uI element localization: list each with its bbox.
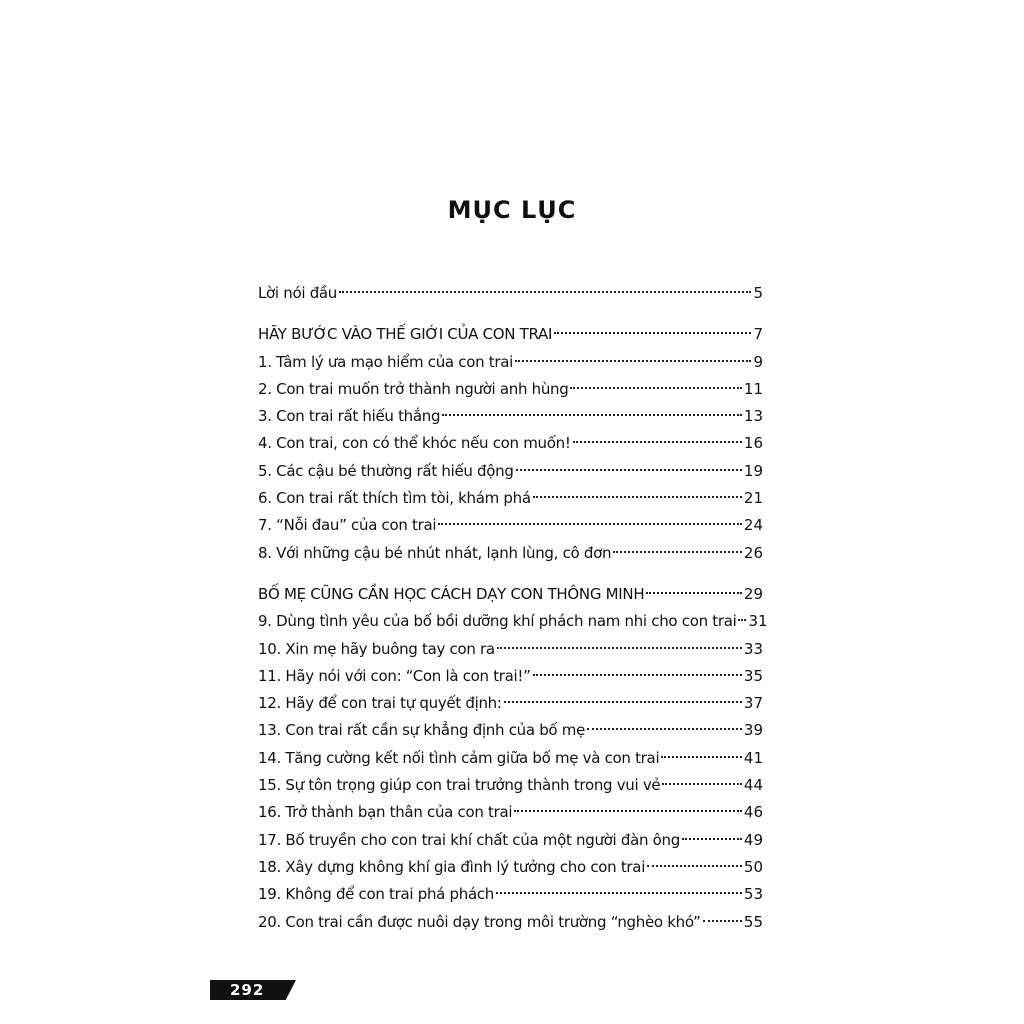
toc-entry (258, 430, 763, 457)
toc-entry-label: 11. Hãy nói với con: “Con là con trai!” (258, 666, 531, 685)
toc-entry-page: 21 (743, 489, 763, 508)
dot-leader (339, 291, 751, 293)
dot-leader (613, 551, 742, 553)
toc-entry (258, 799, 763, 826)
toc-entry (258, 745, 763, 772)
toc-entry (258, 690, 763, 717)
toc-entry-page: 31 (748, 612, 768, 631)
toc-entry-label: 13. Con trai rất cần sự khẳng định của bố mẹ (258, 721, 586, 740)
toc-entry-page: 9 (753, 352, 763, 371)
toc-entry-page: 46 (743, 803, 763, 822)
toc-entry-page: 24 (743, 516, 763, 535)
toc-entry-page: 35 (743, 666, 763, 685)
dot-leader (515, 360, 751, 362)
toc-entry-label: 14. Tăng cường kết nối tình cảm giữa bố mẹ và con trai (258, 748, 660, 767)
dot-leader (442, 414, 742, 416)
toc-section-heading (258, 321, 763, 348)
toc-entry-label: BỐ MẸ CŨNG CẦN HỌC CÁCH DẠY CON THÔNG MINH (258, 584, 645, 603)
dot-leader (438, 523, 742, 525)
toc-entry-page: 33 (743, 639, 763, 658)
toc-entry-label: 1. Tâm lý ưa mạo hiểm của con trai (258, 352, 513, 371)
toc-entry-page: 41 (743, 748, 763, 767)
toc-entry (258, 827, 763, 854)
table-of-contents (258, 280, 768, 936)
toc-entry (258, 485, 763, 512)
dot-leader (661, 756, 742, 758)
toc-entry-page: 11 (743, 379, 763, 398)
toc-entry (258, 909, 763, 936)
dot-leader (497, 647, 742, 649)
toc-entry-label: 2. Con trai muốn trở thành người anh hùng (258, 379, 569, 398)
toc-entry-page: 49 (743, 830, 763, 849)
toc-entry-page: 7 (753, 325, 763, 344)
toc-entry-label: HÃY BƯỚC VÀO THẾ GIỚI CỦA CON TRAI (258, 325, 553, 344)
dot-leader (516, 469, 742, 471)
toc-entry-page: 5 (753, 284, 763, 302)
dot-leader (662, 783, 742, 785)
toc-entry-label: 7. “Nỗi đau” của con trai (258, 516, 437, 535)
toc-entry (258, 881, 763, 908)
toc-section-heading (258, 581, 763, 608)
dot-leader (587, 728, 742, 730)
toc-entry (258, 663, 763, 690)
dot-leader (504, 701, 742, 703)
toc-entry (258, 540, 763, 567)
toc-entry-label: 18. Xây dựng không khí gia đình lý tưởng cho con trai (258, 857, 646, 876)
toc-entry-label: 16. Trở thành bạn thân của con trai (258, 803, 513, 822)
toc-entry-page: 16 (743, 434, 763, 453)
toc-entry (258, 403, 763, 430)
toc-entry-page: 13 (743, 407, 763, 426)
toc-entry-label: 9. Dùng tình yêu của bố bồi dưỡng khí phách nam nhi cho con trai (258, 612, 737, 631)
dot-leader (703, 920, 742, 922)
toc-entry (258, 608, 768, 635)
toc-entry (258, 458, 763, 485)
dot-leader (514, 810, 742, 812)
toc-entry (258, 636, 763, 663)
toc-entry (258, 512, 763, 539)
toc-entry-page: 39 (743, 721, 763, 740)
toc-entry-label: 15. Sự tôn trọng giúp con trai trưởng thành trong vui vẻ (258, 776, 661, 795)
dot-leader (646, 592, 742, 594)
toc-entry-label: 12. Hãy để con trai tự quyết định: (258, 694, 502, 713)
toc-entry (258, 854, 763, 881)
dot-leader (554, 332, 751, 334)
dot-leader (738, 619, 746, 621)
dot-leader (647, 865, 742, 867)
dot-leader (682, 838, 742, 840)
toc-entry-page: 50 (743, 857, 763, 876)
toc-entry-label: 19. Không để con trai phá phách (258, 885, 494, 904)
page-number: 292 (230, 981, 265, 999)
toc-entry-label: 17. Bố truyền cho con trai khí chất của một người đàn ông (258, 830, 680, 849)
dot-leader (573, 441, 742, 443)
toc-entry-label: 20. Con trai cần được nuôi dạy trong môi trường “nghèo khó” (258, 912, 701, 931)
toc-entry-page: 26 (743, 543, 763, 562)
toc-entry-page: 53 (743, 885, 763, 904)
toc-entry-page: 37 (743, 694, 763, 713)
toc-entry-label: 8. Với những cậu bé nhút nhát, lạnh lùng, cô đơn (258, 543, 612, 562)
toc-entry (258, 376, 763, 403)
toc-entry-label: 3. Con trai rất hiếu thắng (258, 407, 441, 426)
toc-entry-label: 4. Con trai, con có thể khóc nếu con muốn! (258, 434, 571, 453)
toc-entry (258, 717, 763, 744)
toc-entry (258, 280, 763, 307)
dot-leader (496, 892, 742, 894)
toc-entry-label: 10. Xin mẹ hãy buông tay con ra (258, 639, 495, 658)
toc-entry-label: 6. Con trai rất thích tìm tòi, khám phá (258, 489, 531, 508)
toc-entry (258, 772, 763, 799)
dot-leader (533, 674, 742, 676)
dot-leader (570, 387, 741, 389)
page-title: MỤC LỤC (447, 196, 577, 224)
dot-leader (533, 496, 742, 498)
toc-entry-label: 5. Các cậu bé thường rất hiếu động (258, 461, 514, 480)
toc-entry-page: 19 (743, 461, 763, 480)
toc-entry-label: Lời nói đầu (258, 284, 338, 302)
toc-entry-page: 44 (743, 776, 763, 795)
toc-entry-page: 29 (743, 584, 763, 603)
toc-entry (258, 349, 763, 376)
toc-entry-page: 55 (743, 912, 763, 931)
